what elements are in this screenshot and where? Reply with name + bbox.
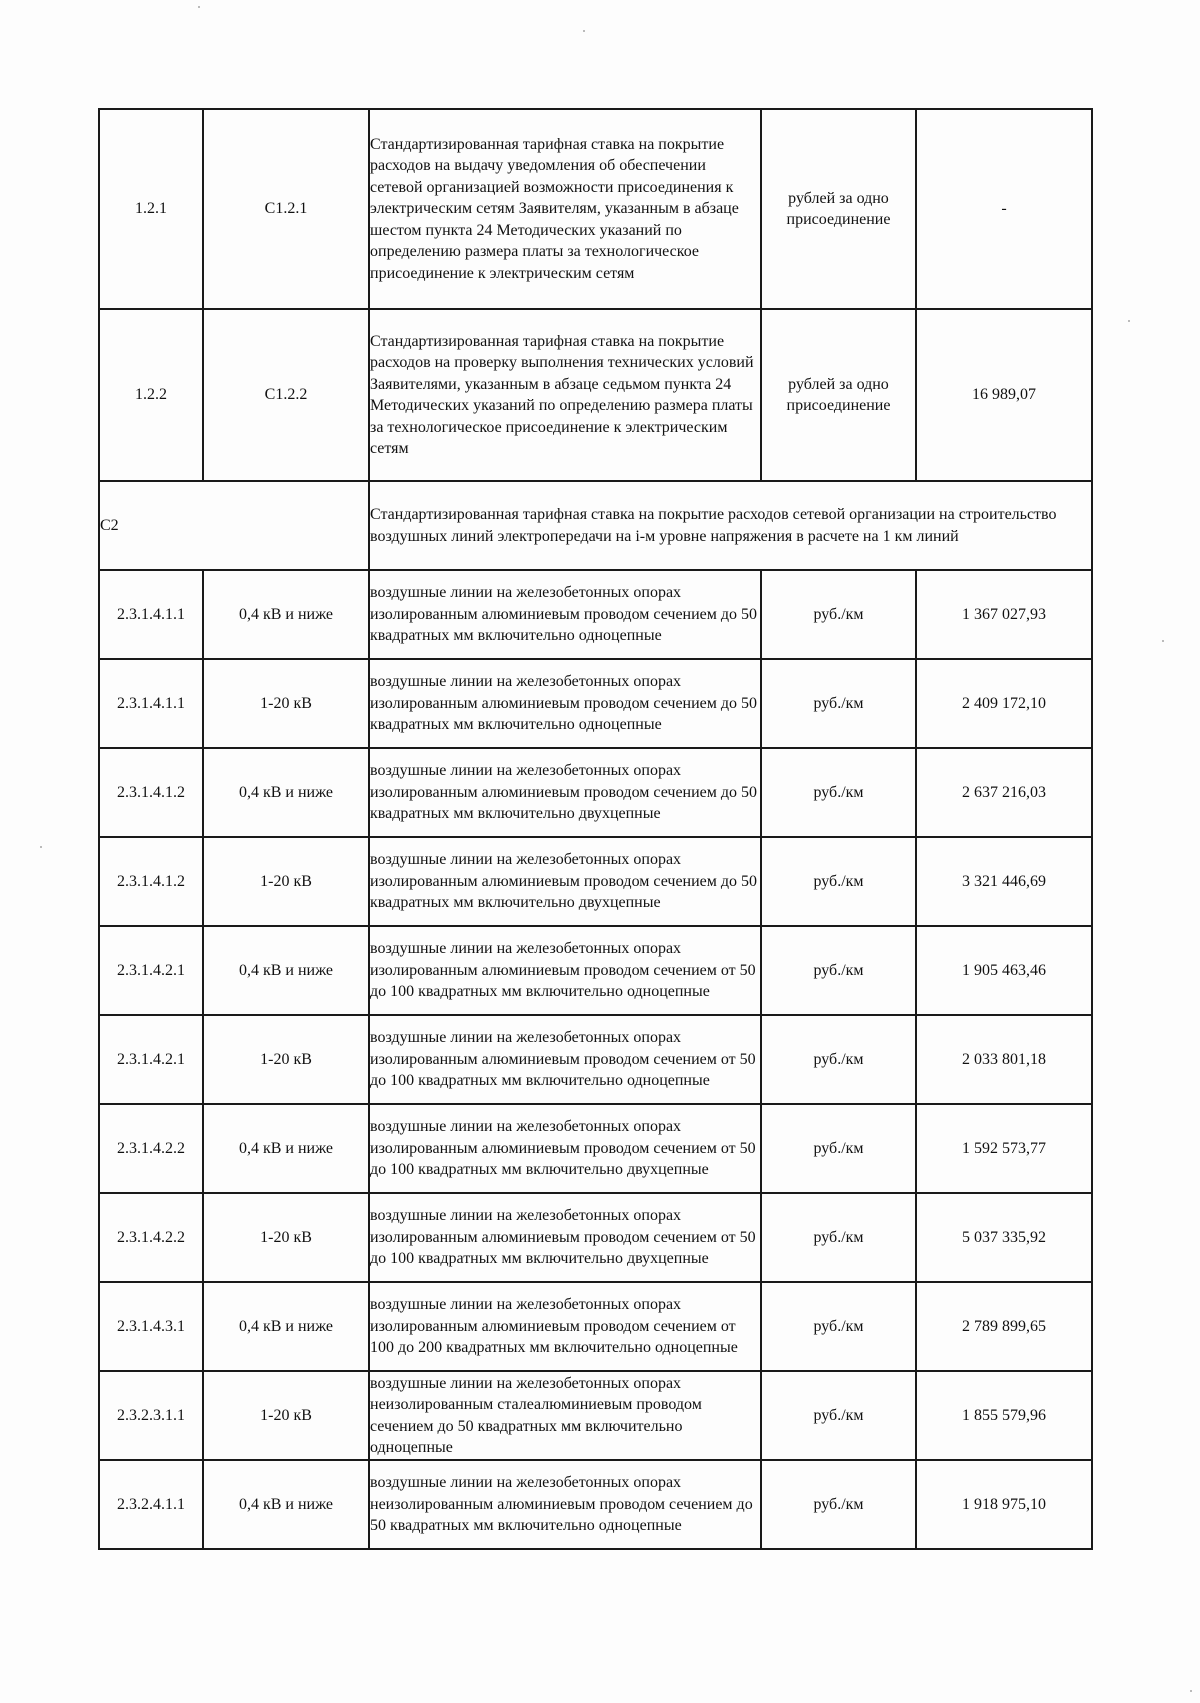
row-code: 1-20 кВ <box>203 659 369 748</box>
row-unit: руб./км <box>761 1193 916 1282</box>
section-code: С2 <box>99 481 369 570</box>
row-unit: рублей за одно присоединение <box>761 109 916 309</box>
row-number: 1.2.1 <box>99 109 203 309</box>
row-unit: руб./км <box>761 1460 916 1549</box>
table-row <box>99 1282 1092 1371</box>
section-description: Стандартизированная тарифная ставка на покрытие расходов сетевой организации на строительство воздушных линий электропередачи на i-м уровне напряжения в расчете на 1 км линий <box>369 481 1092 570</box>
row-code: 1-20 кВ <box>203 1193 369 1282</box>
row-value: 16 989,07 <box>916 309 1092 481</box>
row-number: 2.3.1.4.3.1 <box>99 1282 203 1371</box>
row-unit: руб./км <box>761 570 916 659</box>
table-row <box>99 1460 1092 1549</box>
row-number: 2.3.1.4.1.1 <box>99 570 203 659</box>
row-description: воздушные линии на железобетонных опорах изолированным алюминиевым проводом сечением от 50 до 100 квадратных мм включительно одноцепные <box>369 926 761 1015</box>
table-row <box>99 1015 1092 1104</box>
section-row <box>99 481 1092 570</box>
row-value: 1 918 975,10 <box>916 1460 1092 1549</box>
row-value: 1 592 573,77 <box>916 1104 1092 1193</box>
row-code: 0,4 кВ и ниже <box>203 1460 369 1549</box>
row-number: 2.3.1.4.2.1 <box>99 926 203 1015</box>
row-description: воздушные линии на железобетонных опорах изолированным алюминиевым проводом сечением до 50 квадратных мм включительно двухцепные <box>369 837 761 926</box>
row-number: 2.3.1.4.2.1 <box>99 1015 203 1104</box>
row-description: воздушные линии на железобетонных опорах изолированным алюминиевым проводом сечением от 100 до 200 квадратных мм включительно одноцепные <box>369 1282 761 1371</box>
table-row <box>99 1104 1092 1193</box>
table-row <box>99 309 1092 481</box>
row-value: 2 033 801,18 <box>916 1015 1092 1104</box>
row-value: 1 855 579,96 <box>916 1371 1092 1460</box>
scan-speck <box>1190 1690 1192 1692</box>
row-number: 2.3.1.4.2.2 <box>99 1193 203 1282</box>
row-code: 1-20 кВ <box>203 1015 369 1104</box>
row-number: 2.3.1.4.1.2 <box>99 748 203 837</box>
row-number: 2.3.2.4.1.1 <box>99 1460 203 1549</box>
row-description: воздушные линии на железобетонных опорах изолированным алюминиевым проводом сечением от 50 до 100 квадратных мм включительно двухцепные <box>369 1193 761 1282</box>
table-row <box>99 748 1092 837</box>
row-description: воздушные линии на железобетонных опорах неизолированным алюминиевым проводом сечением до 50 квадратных мм включительно одноцепные <box>369 1460 761 1549</box>
row-code: С1.2.2 <box>203 309 369 481</box>
row-value: 2 409 172,10 <box>916 659 1092 748</box>
scan-speck <box>198 6 200 8</box>
table-row <box>99 837 1092 926</box>
row-number: 2.3.1.4.1.2 <box>99 837 203 926</box>
row-description: Стандартизированная тарифная ставка на покрытие расходов на проверку выполнения технических условий Заявителями, указанным в абзаце седьмом пункта 24 Методических указаний по определению размера платы за технологическое присоединение к электрическим сетям <box>369 309 761 481</box>
row-description: Стандартизированная тарифная ставка на покрытие расходов на выдачу уведомления об обеспечении сетевой организацией возможности присоединения к электрическим сетям Заявителям, указанным в абзаце шестом пункта 24 Методических указаний по определению размера платы за технологическое присоединение к электрическим сетям <box>369 109 761 309</box>
table-row <box>99 659 1092 748</box>
row-value: 1 367 027,93 <box>916 570 1092 659</box>
row-unit: руб./км <box>761 659 916 748</box>
row-unit: руб./км <box>761 1371 916 1460</box>
row-code: С1.2.1 <box>203 109 369 309</box>
row-value: 2 637 216,03 <box>916 748 1092 837</box>
table-row <box>99 570 1092 659</box>
tariff-table <box>98 108 1093 1550</box>
row-description: воздушные линии на железобетонных опорах изолированным алюминиевым проводом сечением до 50 квадратных мм включительно одноцепные <box>369 570 761 659</box>
row-number: 2.3.1.4.1.1 <box>99 659 203 748</box>
row-value: - <box>916 109 1092 309</box>
row-unit: руб./км <box>761 1282 916 1371</box>
table-row <box>99 1193 1092 1282</box>
row-unit: руб./км <box>761 837 916 926</box>
row-code: 0,4 кВ и ниже <box>203 1282 369 1371</box>
row-code: 0,4 кВ и ниже <box>203 1104 369 1193</box>
row-value: 5 037 335,92 <box>916 1193 1092 1282</box>
row-description: воздушные линии на железобетонных опорах изолированным алюминиевым проводом сечением от 50 до 100 квадратных мм включительно двухцепные <box>369 1104 761 1193</box>
row-description: воздушные линии на железобетонных опорах изолированным алюминиевым проводом сечением до 50 квадратных мм включительно одноцепные <box>369 659 761 748</box>
scan-speck <box>40 846 42 848</box>
row-unit: руб./км <box>761 1015 916 1104</box>
row-unit: руб./км <box>761 926 916 1015</box>
row-unit: руб./км <box>761 1104 916 1193</box>
row-value: 3 321 446,69 <box>916 837 1092 926</box>
scan-speck <box>583 30 585 32</box>
row-unit: рублей за одно присоединение <box>761 309 916 481</box>
table-row <box>99 1371 1092 1460</box>
row-code: 0,4 кВ и ниже <box>203 570 369 659</box>
row-number: 2.3.1.4.2.2 <box>99 1104 203 1193</box>
row-code: 0,4 кВ и ниже <box>203 926 369 1015</box>
row-value: 1 905 463,46 <box>916 926 1092 1015</box>
table-row <box>99 109 1092 309</box>
row-code: 1-20 кВ <box>203 837 369 926</box>
row-number: 2.3.2.3.1.1 <box>99 1371 203 1460</box>
row-description: воздушные линии на железобетонных опорах изолированным алюминиевым проводом сечением от 50 до 100 квадратных мм включительно одноцепные <box>369 1015 761 1104</box>
row-description: воздушные линии на железобетонных опорах изолированным алюминиевым проводом сечением до 50 квадратных мм включительно двухцепные <box>369 748 761 837</box>
row-code: 1-20 кВ <box>203 1371 369 1460</box>
row-value: 2 789 899,65 <box>916 1282 1092 1371</box>
row-number: 1.2.2 <box>99 309 203 481</box>
row-code: 0,4 кВ и ниже <box>203 748 369 837</box>
row-unit: руб./км <box>761 748 916 837</box>
table-row <box>99 926 1092 1015</box>
row-description: воздушные линии на железобетонных опорах неизолированным сталеалюминиевым проводом сечением до 50 квадратных мм включительно одноцепные <box>369 1371 761 1460</box>
scan-speck <box>1128 320 1130 322</box>
scan-speck <box>1162 640 1164 642</box>
